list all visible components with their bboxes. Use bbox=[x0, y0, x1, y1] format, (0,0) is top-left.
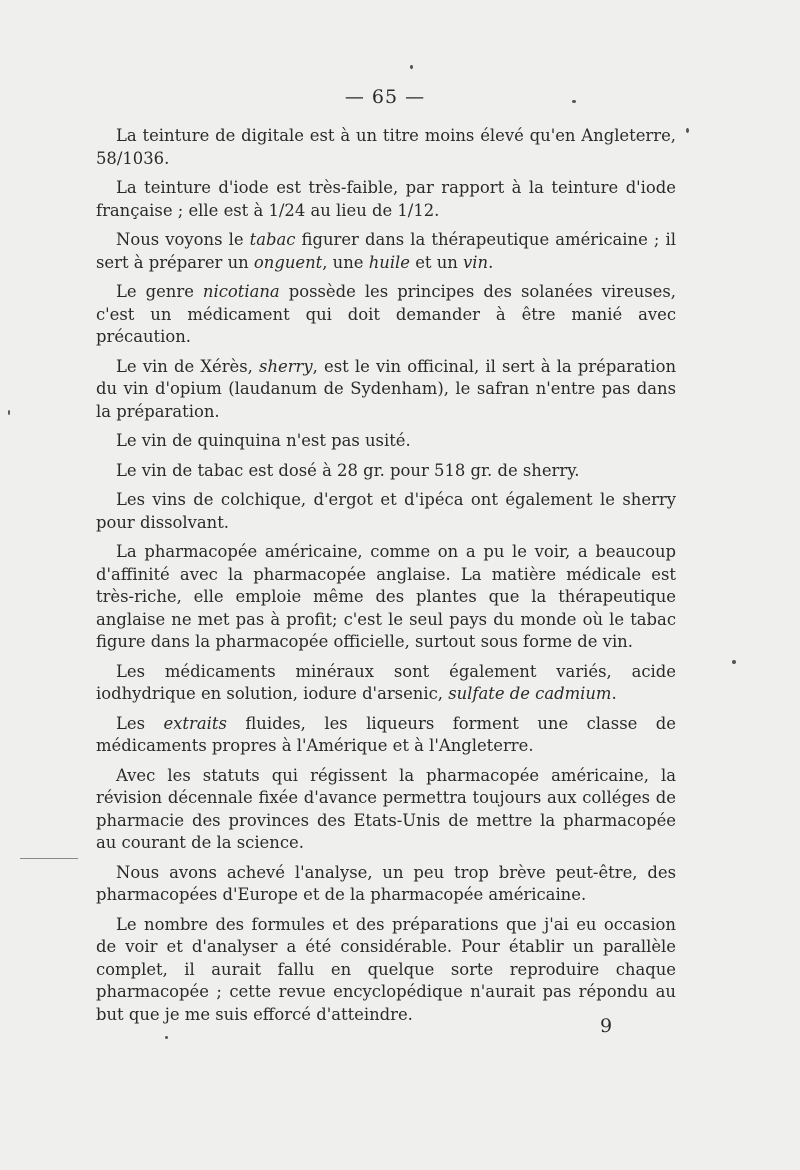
paragraph: Le vin de quinquina n'est pas usité. bbox=[116, 431, 411, 450]
scan-speck bbox=[8, 410, 10, 415]
scan-speck bbox=[732, 660, 736, 664]
paragraph: Le genre nicotiana possède les principes des solanées vireuses, c'est un médicament qui doit demander à être manié avec précaution. bbox=[96, 282, 676, 346]
paragraph: Avec les statuts qui régissent la pharmacopée américaine, la révision décennale fixée d'avance permettra toujours aux colléges de pharmacie des provinces des Etats-Unis de mettre la pharmacopée au courant de la science. bbox=[96, 765, 676, 852]
margin-rule bbox=[20, 858, 78, 859]
paragraph: La pharmacopée américaine, comme on a pu le voir, a beaucoup d'affinité avec la pharmacopée anglaise. La matière médicale est très-riche, elle emploie même des plantes que la thérapeutique anglaise ne met pas à profit; c'est le seul pays du monde où le tabac figure dans la pharmacopée officielle, surtout sous forme de vin. bbox=[96, 542, 676, 651]
scan-speck bbox=[410, 65, 413, 69]
paragraph: Les vins de colchique, d'ergot et d'ipéca ont également le sherry pour dissolvant. bbox=[96, 490, 676, 532]
page-number: — 65 — bbox=[344, 86, 426, 108]
paragraph: Nous voyons le tabac figurer dans la thérapeutique américaine ; il sert à préparer un onguent, une huile et un vin. bbox=[96, 230, 676, 272]
paragraph: La teinture de digitale est à un titre moins élevé qu'en Angleterre, 58/1036. bbox=[96, 126, 676, 168]
paragraph: Le vin de tabac est dosé à 28 gr. pour 518 gr. de sherry. bbox=[116, 460, 580, 480]
paragraph: Le vin de Xérès, sherry, est le vin officinal, il sert à la préparation du vin d'opium (laudanum de Sydenham), le safran n'entre pas dans la préparation. bbox=[96, 356, 677, 421]
scan-speck bbox=[572, 100, 576, 103]
scan-speck bbox=[686, 128, 689, 133]
paragraph: Nous avons achevé l'analyse, un peu trop brève peut-être, des pharmacopées d'Europe et de la pharmacopée américaine. bbox=[96, 862, 676, 904]
paragraph: Les médicaments minéraux sont également variés, acide iodhydrique en solution, iodure d'arsenic, sulfate de cadmium. bbox=[96, 661, 676, 703]
paragraph: La teinture d'iode est très-faible, par rapport à la teinture d'iode française ; elle est à 1/24 au lieu de 1/12. bbox=[96, 178, 676, 220]
paragraph: Le nombre des formules et des préparations que j'ai eu occasion de voir et d'analyser a été considérable. Pour établir un parallèle complet, il aurait fallu en quelque sorte reproduire chaque pharmacopée ; cette revue encyclopédique n'aurait pas répondu au but que je me suis efforcé d'atteindre. bbox=[96, 914, 676, 1024]
paragraph: Les extraits fluides, les liqueurs forment une classe de médicaments propres à l'Amérique et à l'Angleterre. bbox=[96, 713, 677, 755]
body-text bbox=[96, 125, 676, 1033]
scan-speck bbox=[165, 1036, 168, 1039]
signature-mark: 9 bbox=[600, 1015, 613, 1037]
